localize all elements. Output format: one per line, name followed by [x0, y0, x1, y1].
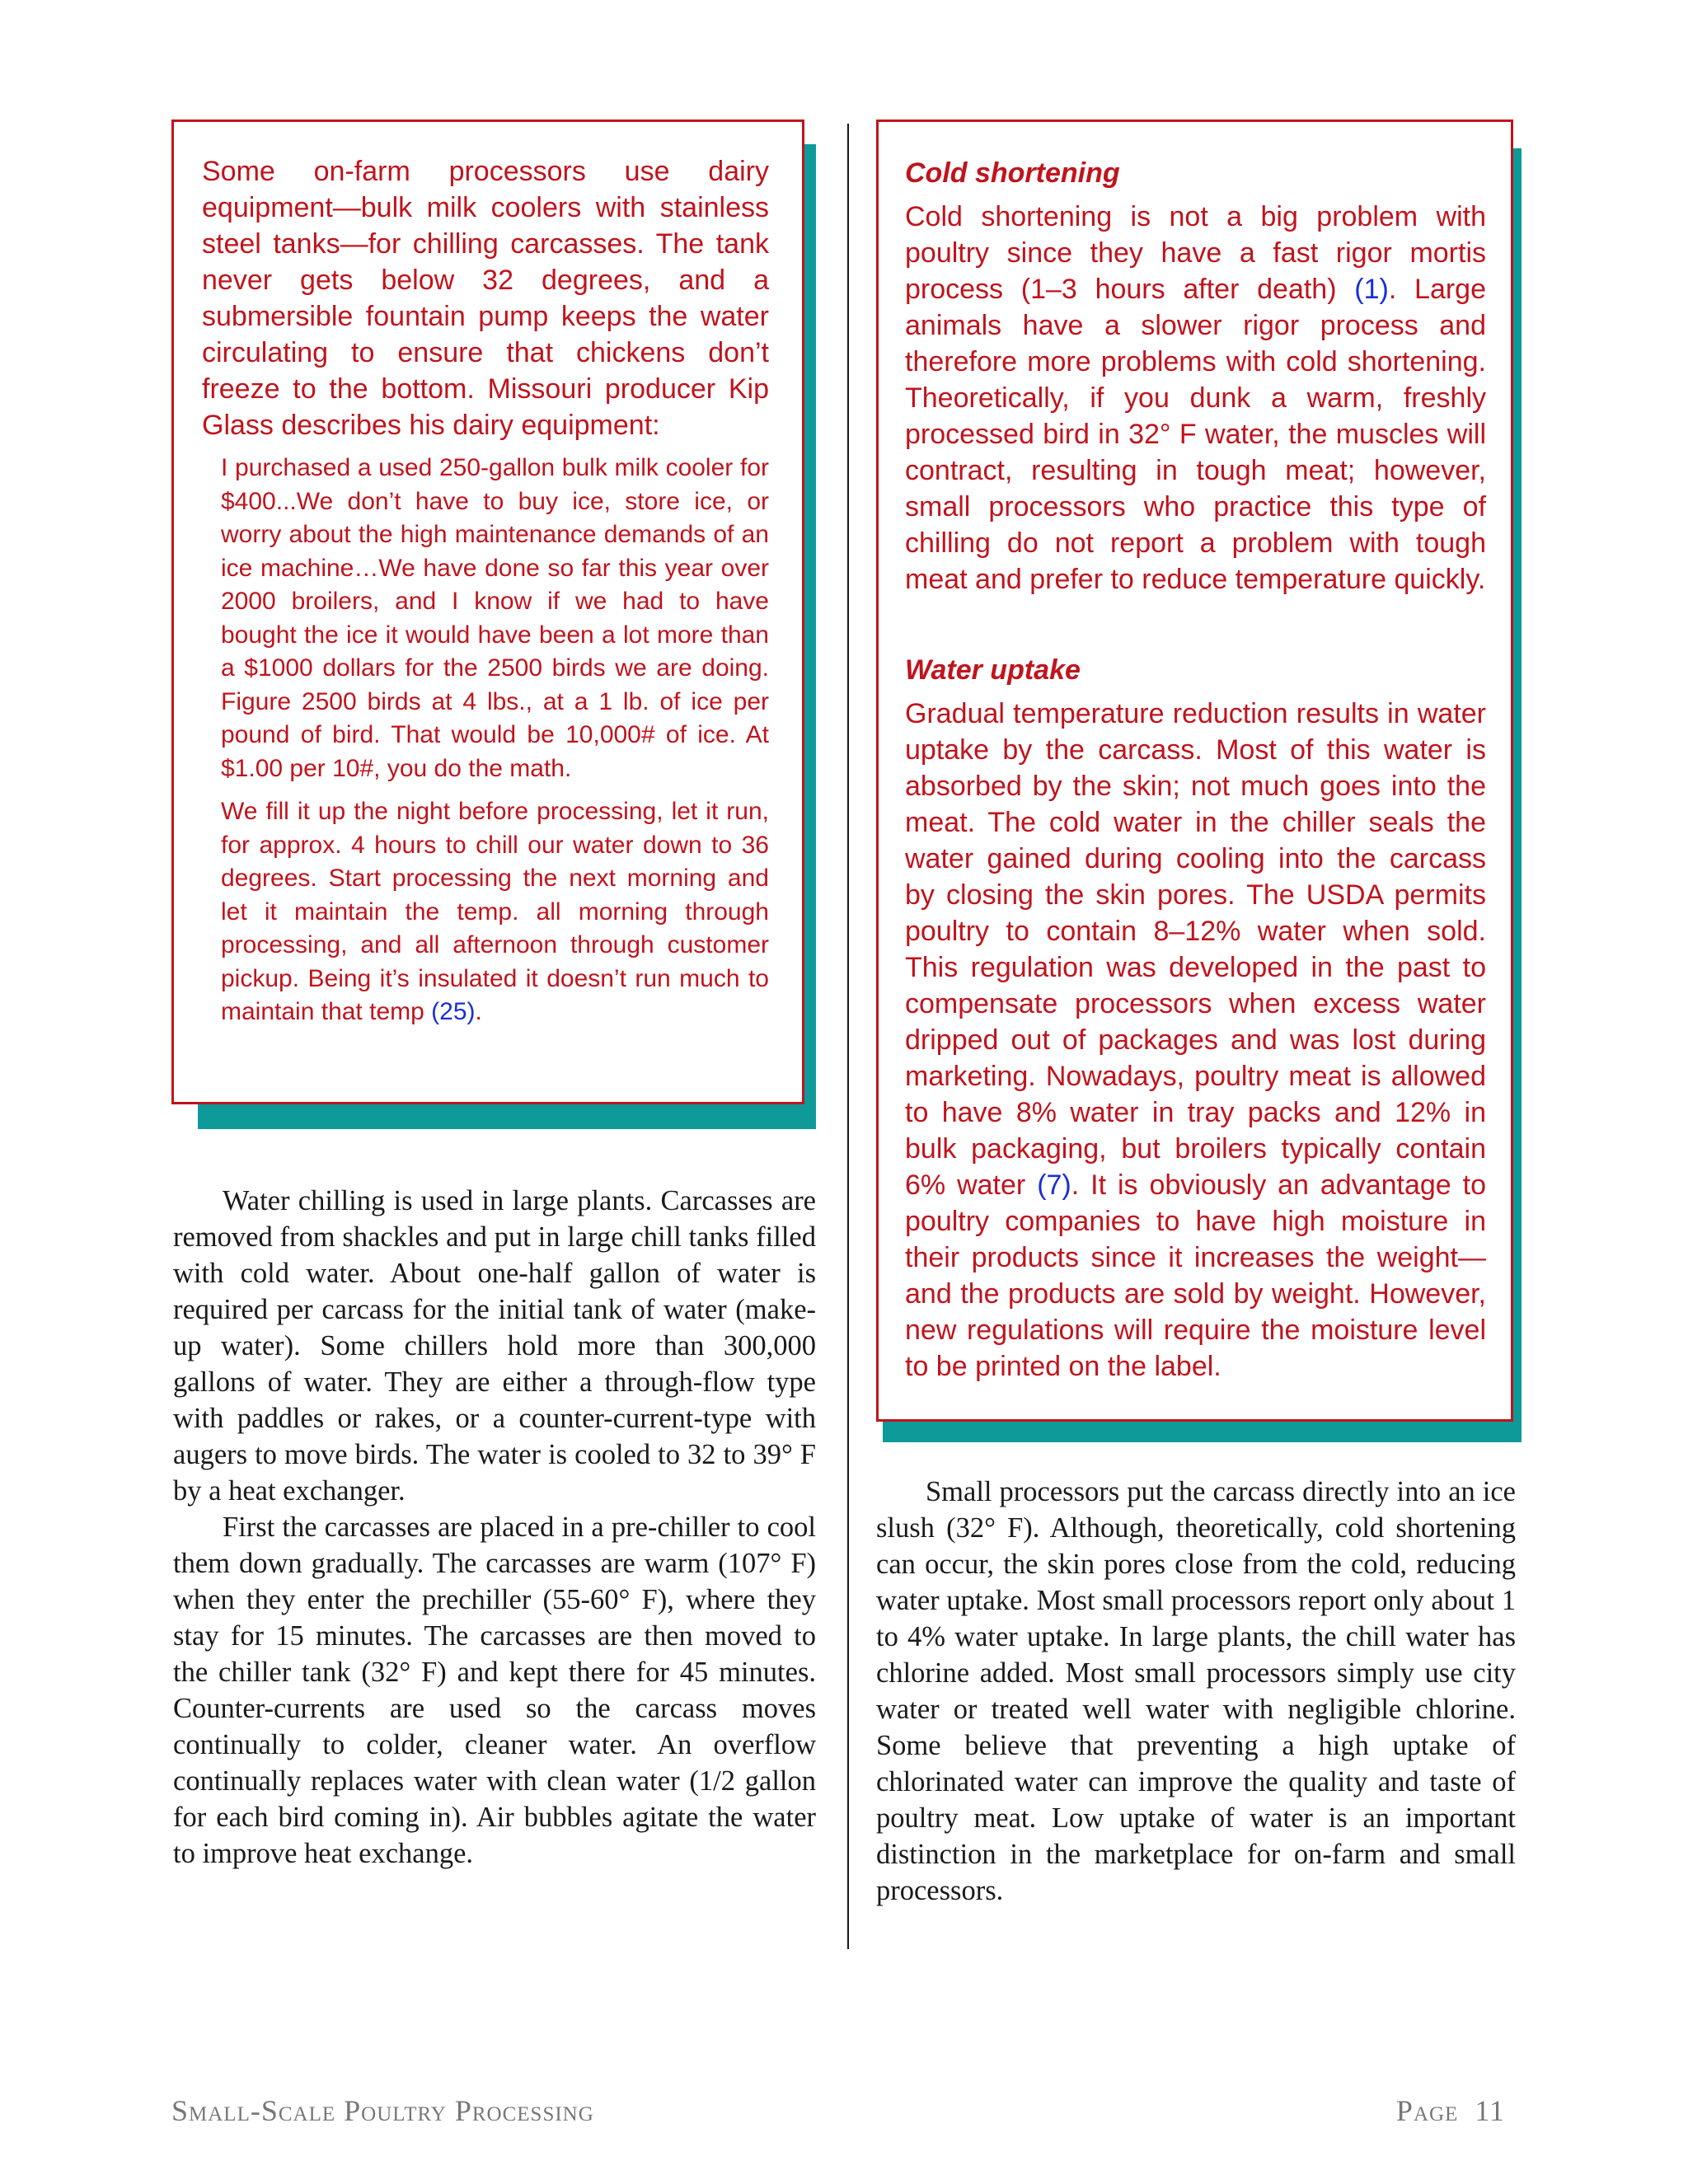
left-sidebar-box: [171, 120, 804, 1104]
quote-paragraph-1: I purchased a used 250-gallon bulk milk cooler for $400...We don’t have to buy ice, store ice, or worry about the high maintenance demands of an ice machine…We have done so far this year over 2000 broilers, and I know if we had to have bought the ice it would have been a lot more than a $1000 dollars for the 2500 birds we are doing. Figure 2500 birds at 4 lbs., at a 1 lb. of ice per pound of bird. That would be 10,000# of ice. At $1.00 per 10#, you do the math.: [221, 454, 769, 782]
sidebar-intro-text: Some on-farm processors use dairy equipment—bulk milk coolers with stainless steel tanks—for chilling carcasses. The tank never gets below 32 degrees, and a submersible fountain pump keeps the water circulating to ensure that chickens don’t freeze to the bottom. Missouri producer Kip Glass describes his dairy equipment:: [202, 156, 769, 441]
citation-25: (25): [431, 998, 476, 1025]
column-divider: [847, 124, 849, 1949]
quote-paragraph-2: We fill it up the night before processing, let it run, for approx. 4 hours to chill our water down to 36 degrees. Start processing the next morning and let it maintain the temp. all morning through processing, and all afternoon through customer pickup. Being it’s insulated it doesn’t run much to maintain that temp (25).: [221, 798, 769, 1025]
cold-shortening-text: Cold shortening is not a big problem with poultry since they have a fast rigor mortis process (1–3 hours after death) (1). Large animals have a slower rigor process and therefore more problems with cold shortening. Theoretically, if you dunk a warm, freshly processed bird in 32° F water, the muscles will contract, resulting in tough meat; however, small processors who practice this type of chilling do not report a problem with tough meat and prefer to reduce temperature quickly.: [905, 201, 1487, 595]
producer-quote: [221, 452, 769, 1029]
citation-1: (1): [1354, 274, 1389, 305]
water-uptake-heading: Water uptake: [905, 654, 1081, 686]
right-sidebar-box: [876, 120, 1513, 1422]
footer-title: Small-Scale Poultry Processing: [171, 2094, 594, 2127]
citation-7: (7): [1037, 1169, 1071, 1201]
water-uptake-text: Gradual temperature reduction results in water uptake by the carcass. Most of this water is absorbed by the skin; not much goes into the meat. The cold water in the chiller seals the water gained during cooling into the carcass by closing the skin pores. The USDA permits poultry to contain 8–12% water when sold. This regulation was developed in the past to compensate processors when excess water dripped out of packages and was lost during marketing. Nowadays, poultry meat is allowed to have 8% water in tray packs and 12% in bulk packaging, but broilers typically contain 6% water (7). It is obviously an advantage to poultry companies to have high moisture in their products since it increases the weight—and the products are sold by weight. However, new regulations will require the moisture level to be printed on the label.: [905, 698, 1487, 1382]
footer-page-number: Page 11: [1395, 2094, 1505, 2127]
right-body-column: [876, 1474, 1516, 1909]
body-paragraph-small-processors: Small processors put the carcass directly into an ice slush (32° F). Although, theoretically, cold shortening can occur, the skin pores close from the cold, reducing water uptake. Most small processors report only about 1 to 4% water uptake. In large plants, the chill water has chlorine added. Most small processors simply use city water or treated well water with negligible chlorine. Some believe that preventing a high uptake of chlorinated water can improve the quality and taste of poultry meat. Low uptake of water is an important distinction in the marketplace for on-farm and small processors.: [876, 1476, 1516, 1906]
cold-shortening-heading: Cold shortening: [905, 157, 1120, 189]
body-paragraph-water-chilling: Water chilling is used in large plants. Carcasses are removed from shackles and put in large chill tanks filled with cold water. About one-half gallon of water is required per carcass for the initial tank of water (make-up water). Some chillers hold more than 300,000 gallons of water. They are either a through-flow type with paddles or rakes, or a counter-current-type with augers to move birds. The water is cooled to 32 to 39° F by a heat exchanger.: [173, 1185, 816, 1507]
body-paragraph-prechiller: First the carcasses are placed in a pre-chiller to cool them down gradually. The carcasses are warm (107° F) when they enter the prechiller (55-60° F), where they stay for 15 minutes. The carcasses are then moved to the chiller tank (32° F) and kept there for 45 minutes. Counter-currents are used so the carcass moves continually to colder, cleaner water. An overflow continually replaces water with clean water (1/2 gallon for each bird coming in). Air bubbles agitate the water to improve heat exchange.: [173, 1511, 816, 1869]
left-body-column: [173, 1183, 816, 1872]
